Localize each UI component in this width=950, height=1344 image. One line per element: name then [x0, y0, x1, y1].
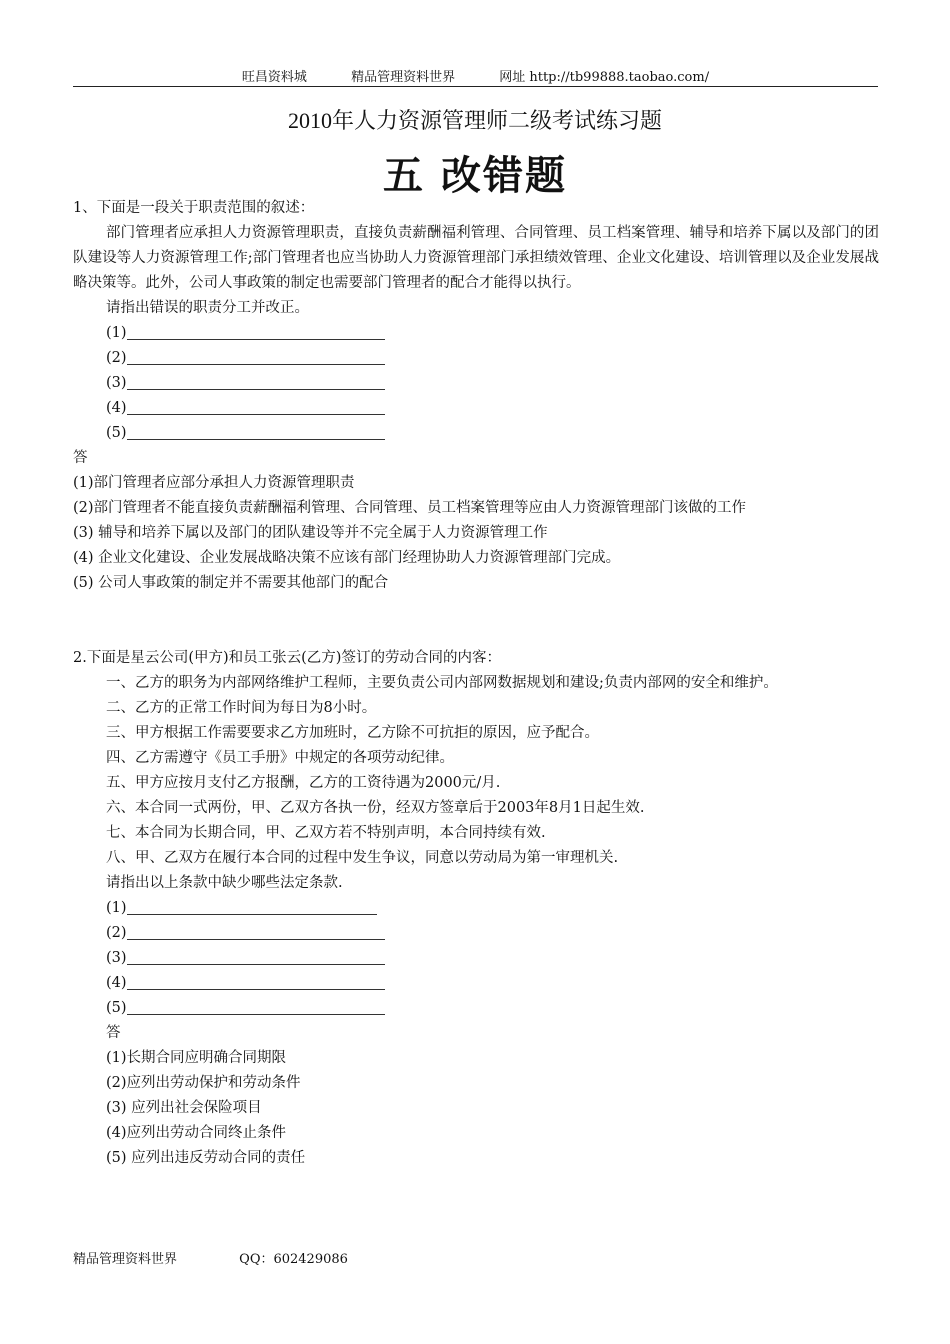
q2-answer-4: (4)应列出劳动合同终止条件 [106, 1125, 287, 1141]
q2-clause-7: 七、本合同为长期合同，甲、乙双方若不特别声明，本合同持续有效. [106, 825, 546, 841]
answer-line [127, 373, 385, 390]
footer-qq: QQ：602429086 [239, 1252, 348, 1267]
q2-clause-5: 五、甲方应按月支付乙方报酬，乙方的工资待遇为2000元/月. [106, 775, 501, 791]
q2-answer-3: (3) 应列出社会保险项目 [106, 1100, 262, 1116]
q1-answer-3: (3) 辅导和培养下属以及部门的团队建设等并不完全属于人力资源管理工作 [73, 525, 548, 541]
q2-clause-3: 三、甲方根据工作需要要求乙方加班时，乙方除不可抗拒的原因，应予配合。 [106, 725, 599, 741]
answer-line [127, 923, 385, 940]
q2-answer-1: (1)长期合同应明确合同期限 [106, 1050, 287, 1066]
q1-answer-1: (1)部门管理者应部分承担人力资源管理职责 [73, 475, 355, 491]
footer-brand: 精品管理资料世界 [73, 1252, 178, 1267]
q2-answer-2: (2)应列出劳动保护和劳动条件 [106, 1075, 301, 1091]
q2-blank-4: (4) [73, 971, 879, 996]
q2-question: 2.下面是星云公司(甲方)和员工张云(乙方)签订的劳动合同的内客： [73, 650, 501, 666]
q2-answer-5: (5) 应列出违反劳动合同的责任 [106, 1150, 306, 1166]
q1-blank-3: (3) [73, 371, 879, 396]
answer-line [127, 348, 385, 365]
q2-blank-2: (2) [73, 921, 879, 946]
answer-line [127, 998, 385, 1015]
q2-prompt: 请指出以上条款中缺少哪些法定条款. [106, 875, 343, 891]
header-shop: 旺昌资料城 [241, 70, 307, 85]
q1-answer-2: (2)部门管理者不能直接负责薪酬福利管理、合同管理、员工档案管理等应由人力资源管理部门该做的工作 [73, 500, 747, 516]
answer-line [127, 398, 385, 415]
q1-answer-5: (5) 公司人事政策的制定并不需要其他部门的配合 [73, 575, 389, 591]
answer-line [127, 973, 385, 990]
q1-question: 1、下面是一段关于职责范围的叙述： [73, 200, 315, 216]
q1-blank-1: (1) [73, 321, 879, 346]
answer-line [127, 948, 385, 965]
q2-clause-8: 八、甲、乙双方在履行本合同的过程中发生争议，同意以劳动局为第一审理机关. [106, 850, 619, 866]
section-title: 五 改错题 [383, 153, 567, 199]
q2-clause-2: 二、乙方的正常工作时间为每日为8小时。 [106, 700, 377, 716]
q2-blank-5: (5) [73, 996, 879, 1021]
header-brand: 精品管理资料世界 [351, 70, 456, 85]
q1-answer-label: 答 [73, 450, 88, 466]
answer-line [127, 323, 385, 340]
document-title: 2010年人力资源管理师二级考试练习题 [287, 108, 662, 133]
q1-paragraph: 部门管理者应承担人力资源管理职责，直接负责薪酬福利管理、合同管理、员工档案管理、辅导和培养下属以及部门的团队建设等人力资源管理工作;部门管理者也应当协助人力资源管理部门承担绩效管理、企业文化建设、培训管理以及企业发展战略决策等。此外，公司人事政策的制定也需要部门管理者的配合才能得以执行。 [73, 225, 879, 291]
q1-blank-2: (2) [73, 346, 879, 371]
q2-clause-1: 一、乙方的职务为内部网络维护工程师，主要负责公司内部网数据规划和建设;负责内部网的安全和维护。 [106, 675, 778, 691]
q2-clause-4: 四、乙方需遵守《员工手册》中规定的各项劳动纪律。 [106, 750, 454, 766]
q2-answer-label: 答 [106, 1025, 121, 1041]
page-footer [73, 1248, 348, 1267]
header-url: 网址 http://tb99888.taobao.com/ [499, 70, 710, 85]
q2-clause-6: 六、本合同一式两份，甲、乙双方各执一份，经双方签章后于2003年8月1日起生效. [106, 800, 645, 816]
q1-blank-4: (4) [73, 396, 879, 421]
answer-line [127, 423, 385, 440]
q1-blank-5: (5) [73, 421, 879, 446]
q1-prompt: 请指出错误的职责分工并改正。 [106, 300, 309, 316]
document-body [73, 196, 879, 1171]
page-header [73, 66, 878, 87]
q1-answer-4: (4) 企业文化建设、企业发展战略决策不应该有部门经理协助人力资源管理部门完成。 [73, 550, 621, 566]
q2-blank-1: (1) [73, 896, 879, 921]
answer-line [127, 898, 377, 915]
q2-blank-3: (3) [73, 946, 879, 971]
